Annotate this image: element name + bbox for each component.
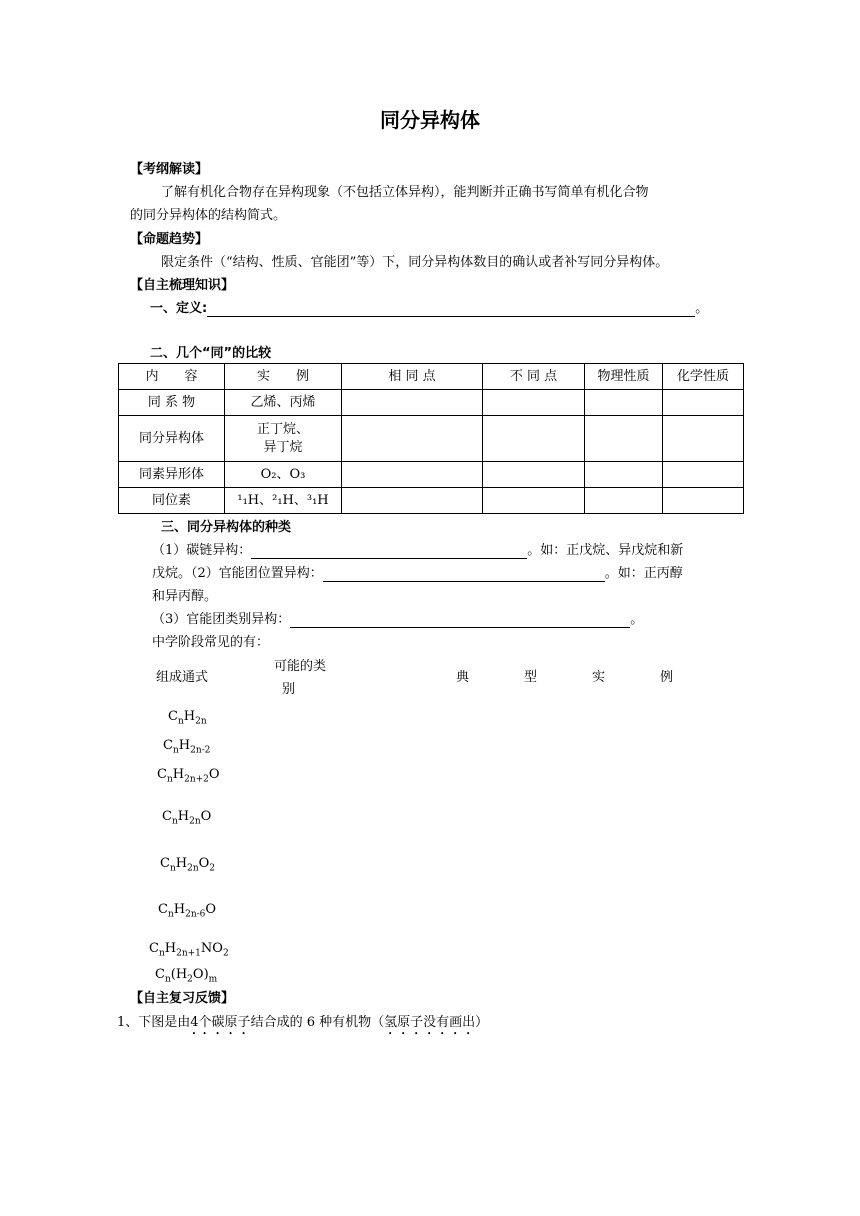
category-isomer-label: （3）官能团类别异构： <box>152 612 291 627</box>
table-row <box>119 488 744 514</box>
comparison-table <box>118 363 744 514</box>
row-example: ¹₁H、²₁H、³₁H <box>225 488 342 514</box>
position-isomer-label: 戊烷。（2）官能团位置异构： <box>152 566 323 581</box>
carbon-chain-label: （1）碳链异构： <box>152 543 252 558</box>
table-row <box>119 390 744 416</box>
definition-label: 一、定义: <box>150 301 208 316</box>
q1-text: 结合成的 6 种有机物（ <box>250 1015 385 1030</box>
table-cell <box>585 462 663 488</box>
position-isomer-example: 。如：正丙醇 <box>604 566 683 581</box>
table-header: 化学性质 <box>663 364 744 390</box>
table-cell <box>483 390 585 416</box>
table-cell <box>585 390 663 416</box>
table-cell <box>342 488 483 514</box>
general-formula: $C_n(H_2O)_m$ <box>155 967 218 985</box>
col-example-header-char: 典 <box>456 670 470 685</box>
table-cell <box>663 488 744 514</box>
trend-heading: 【命题趋势】 <box>130 232 209 247</box>
row-example: 乙烯、丙烯 <box>225 390 342 416</box>
row-name: 同 系 物 <box>119 390 225 416</box>
types-line2 <box>152 566 683 582</box>
question-1 <box>117 1015 488 1038</box>
table-header: 物理性质 <box>585 364 663 390</box>
syllabus-heading: 【考纲解读】 <box>130 162 209 177</box>
table-cell <box>342 462 483 488</box>
table-cell <box>342 390 483 416</box>
row-name: 同位素 <box>119 488 225 514</box>
table-header: 实 例 <box>225 364 342 390</box>
general-formula: $C_nH_{2n}O_2$ <box>160 856 216 874</box>
table-cell <box>342 416 483 462</box>
general-formula: $C_nH_{2n}$ <box>168 709 207 727</box>
types-line3: 和异丙醇。 <box>152 589 218 604</box>
table-row <box>119 462 744 488</box>
row-example-line: 正丁烷、 <box>256 421 309 437</box>
trend-text: 限定条件（“结构、性质、官能团”等）下，同分异构体数目的确认或者补写同分异构体。 <box>161 255 669 270</box>
carbon-chain-blank <box>251 544 527 559</box>
table-cell <box>663 390 744 416</box>
syllabus-text-line1: 了解有机化合物存在异构现象（不包括立体异构），能判断并正确书写简单有机化合物 <box>161 185 649 200</box>
row-name: 同分异构体 <box>119 416 225 462</box>
page-title: 同分异构体 <box>380 108 480 132</box>
table-cell <box>483 488 585 514</box>
category-isomer-blank <box>290 613 630 628</box>
table-header-row <box>119 364 744 390</box>
compare-title: 二、几个“同”的比较 <box>150 346 272 361</box>
general-formula: $C_nH_{2n+2}O$ <box>157 767 220 785</box>
row-example-line: 异丁烷 <box>263 439 303 455</box>
col-example-header-char: 型 <box>524 670 538 685</box>
col-formula-header: 组成通式 <box>156 670 209 685</box>
q1-text: ） <box>475 1015 489 1030</box>
col-example-header-char: 例 <box>660 670 674 685</box>
general-formula: $C_nH_{2n}O$ <box>162 809 212 827</box>
review-heading: 【自主复习反馈】 <box>130 991 235 1006</box>
q1-emphasis: 4个碳原子 <box>190 1015 251 1030</box>
table-cell <box>585 416 663 462</box>
col-category-header-b: 别 <box>282 682 296 697</box>
types-line1 <box>152 543 683 559</box>
types-line4 <box>152 612 643 628</box>
general-formula: $C_nH_{2n+1}NO_2$ <box>149 941 229 959</box>
col-category-header-a: 可能的类 <box>274 659 327 674</box>
definition-line <box>150 301 708 317</box>
table-cell <box>663 462 744 488</box>
col-example-header-char: 实 <box>592 670 606 685</box>
q1-emphasis: 氢原子没有画出 <box>384 1015 476 1030</box>
position-isomer-blank <box>323 567 605 582</box>
table-cell <box>663 416 744 462</box>
syllabus-text-line2: 的同分异构体的结构简式。 <box>130 208 287 223</box>
carbon-chain-example: 。如：正戊烷、异戊烷和新 <box>527 543 684 558</box>
definition-blank <box>207 302 695 317</box>
table-header: 不 同 点 <box>483 364 585 390</box>
row-name: 同素异形体 <box>119 462 225 488</box>
category-isomer-end: 。 <box>630 612 644 627</box>
row-example <box>225 416 342 462</box>
knowledge-heading: 【自主梳理知识】 <box>130 278 235 293</box>
table-cell <box>483 462 585 488</box>
definition-end: 。 <box>695 301 709 316</box>
q1-text: 1、下图是由 <box>117 1015 191 1030</box>
common-label: 中学阶段常见的有： <box>152 635 270 650</box>
table-cell <box>585 488 663 514</box>
general-formula: $C_nH_{2n-2}$ <box>163 738 211 756</box>
table-row <box>119 416 744 462</box>
table-cell <box>483 416 585 462</box>
table-header: 相 同 点 <box>342 364 483 390</box>
types-title: 三、同分异构体的种类 <box>161 520 292 535</box>
row-example: O₂、O₃ <box>225 462 342 488</box>
table-header: 内 容 <box>119 364 225 390</box>
general-formula: $C_nH_{2n-6}O$ <box>158 902 217 920</box>
